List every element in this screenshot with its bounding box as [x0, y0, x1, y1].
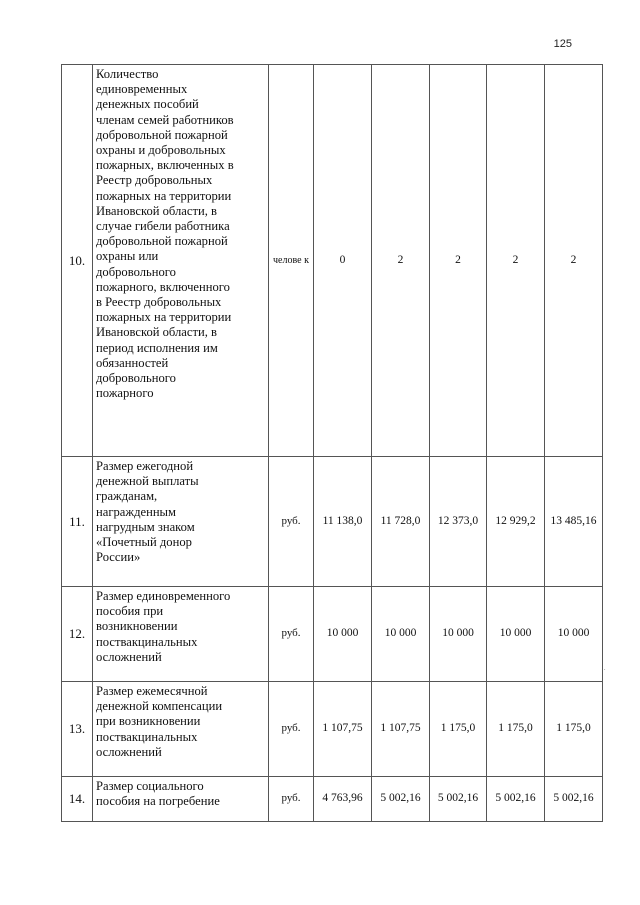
row-value: 1 107,75: [314, 682, 372, 777]
description-line: Размер социального: [96, 779, 204, 793]
description-line: добровольного: [96, 264, 176, 279]
row-unit: руб.: [269, 682, 314, 777]
row-description: [93, 457, 269, 587]
row-value: 5 002,16: [372, 777, 430, 822]
description-line: единовременных: [96, 82, 188, 97]
row-value: 10 000: [487, 587, 545, 682]
description-line: осложнений: [96, 744, 162, 759]
description-line: пособия при: [96, 604, 164, 619]
description-line: поствакцинальных: [96, 634, 198, 649]
description-line: пожарного, включенного: [96, 279, 230, 294]
row-value: 1 175,0: [487, 682, 545, 777]
description-line: Ивановской области, в: [96, 325, 217, 340]
description-line: Размер единовременного: [96, 589, 231, 603]
row-value: 1 175,0: [430, 682, 487, 777]
row-description: [93, 777, 269, 822]
description-line: Размер ежегодной: [96, 459, 194, 473]
row-value: 13 485,16: [545, 457, 603, 587]
row-value: 10 000: [430, 587, 487, 682]
description-line: в Реестр добровольных: [96, 295, 222, 310]
description-line: Количество: [96, 67, 159, 81]
description-line: денежной выплаты: [96, 474, 199, 489]
row-value: 12 929,2: [487, 457, 545, 587]
row-number: 12.: [62, 587, 93, 682]
row-description: [93, 682, 269, 777]
description-line: пожарного: [96, 386, 154, 401]
row-value: 11 728,0: [372, 457, 430, 587]
table-row: [62, 777, 603, 822]
row-number: 13.: [62, 682, 93, 777]
row-value: 2: [430, 65, 487, 457]
row-value: 5 002,16: [430, 777, 487, 822]
description-line: награжденным: [96, 504, 176, 519]
description-line: пособия на погребение: [96, 794, 220, 809]
row-number: 11.: [62, 457, 93, 587]
page-number: 125: [553, 38, 572, 50]
row-value: 2: [487, 65, 545, 457]
row-description: [93, 65, 269, 457]
description-line: случае гибели работника: [96, 219, 230, 234]
row-unit: руб.: [269, 457, 314, 587]
table-row: [62, 587, 603, 682]
table-row: [62, 682, 603, 777]
description-line: обязанностей: [96, 355, 169, 370]
row-value: 0: [314, 65, 372, 457]
row-description: [93, 587, 269, 682]
table-row: [62, 65, 603, 457]
row-number: 14.: [62, 777, 93, 822]
description-line: охраны и добровольных: [96, 143, 226, 158]
description-line: Размер ежемесячной: [96, 684, 208, 698]
row-value: 5 002,16: [487, 777, 545, 822]
row-value: 2: [545, 65, 603, 457]
description-line: возникновении: [96, 619, 178, 634]
description-line: при возникновении: [96, 714, 201, 729]
row-value: 11 138,0: [314, 457, 372, 587]
row-value: 12 373,0: [430, 457, 487, 587]
row-value: 10 000: [545, 587, 603, 682]
description-line: России»: [96, 550, 141, 565]
description-line: добровольной пожарной: [96, 127, 228, 142]
description-line: добровольного: [96, 371, 176, 386]
description-line: Реестр добровольных: [96, 173, 213, 188]
row-unit: челове к: [269, 65, 314, 457]
description-line: поствакцинальных: [96, 729, 198, 744]
description-line: Ивановской области, в: [96, 203, 217, 218]
table-row: [62, 457, 603, 587]
description-line: денежной компенсации: [96, 699, 223, 714]
row-unit: руб.: [269, 777, 314, 822]
description-line: «Почетный донор: [96, 535, 192, 550]
row-value: 1 175,0: [545, 682, 603, 777]
description-line: денежных пособий: [96, 97, 199, 112]
description-line: охраны или: [96, 249, 159, 264]
row-value: 5 002,16: [545, 777, 603, 822]
description-line: пожарных, включенных в: [96, 158, 234, 173]
row-value: 4 763,96: [314, 777, 372, 822]
scan-dot: .: [604, 666, 606, 672]
row-value: 2: [372, 65, 430, 457]
row-unit: руб.: [269, 587, 314, 682]
description-line: пожарных на территории: [96, 310, 232, 325]
description-line: пожарных на территории: [96, 188, 232, 203]
description-line: добровольной пожарной: [96, 234, 228, 249]
description-line: период исполнения им: [96, 340, 218, 355]
description-line: нагрудным знаком: [96, 519, 195, 534]
description-line: гражданам,: [96, 489, 158, 504]
row-value: 1 107,75: [372, 682, 430, 777]
row-number: 10.: [62, 65, 93, 457]
description-line: членам семей работников: [96, 112, 234, 127]
row-value: 10 000: [314, 587, 372, 682]
description-line: осложнений: [96, 649, 162, 664]
row-value: 10 000: [372, 587, 430, 682]
indicators-table: [61, 64, 603, 822]
